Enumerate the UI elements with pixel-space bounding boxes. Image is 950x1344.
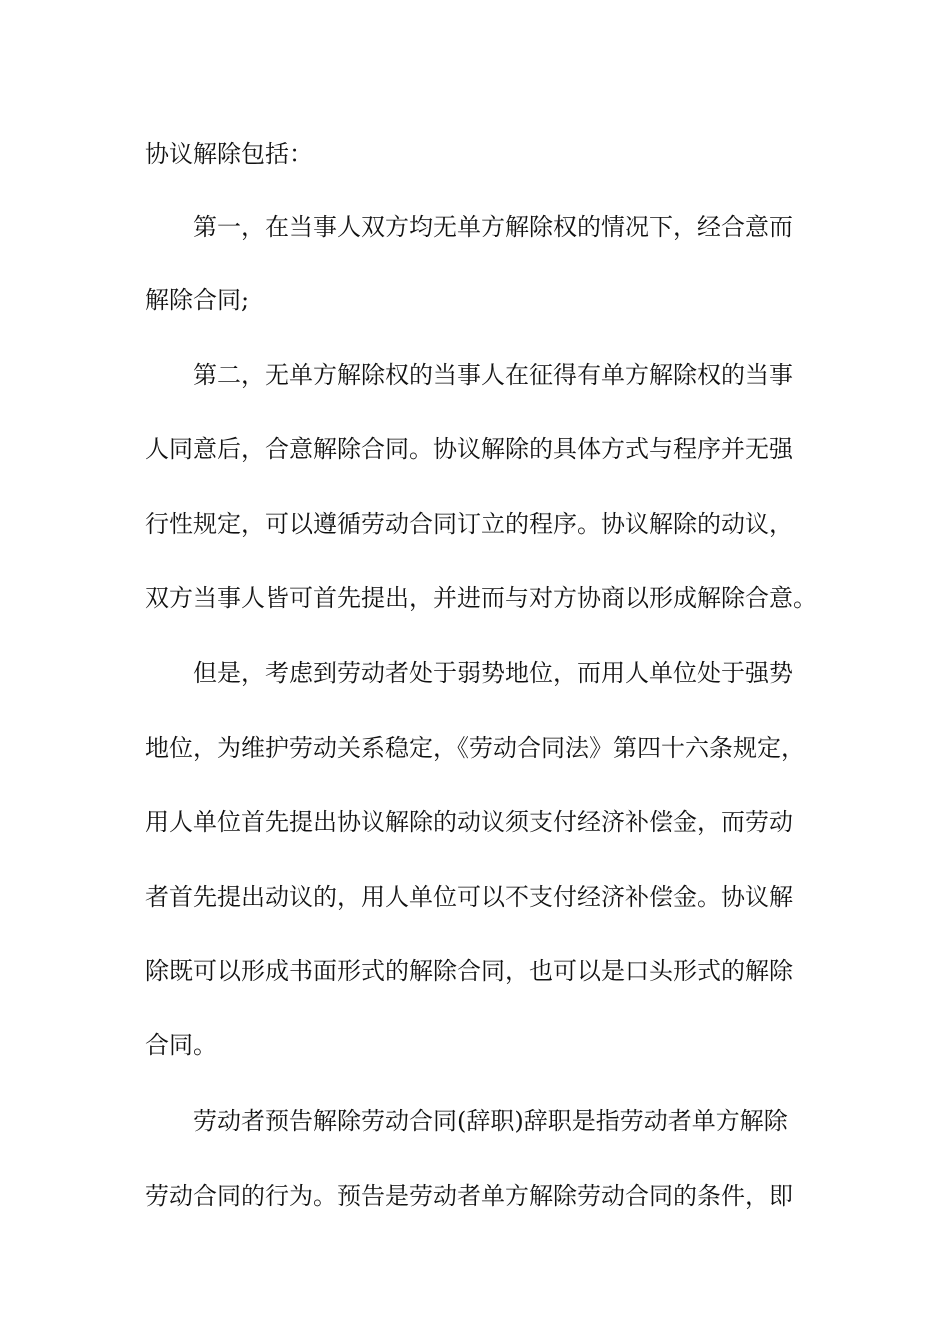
text-line: 第一，在当事人双方均无单方解除权的情况下，经合意而 [193, 213, 793, 241]
text-line: 行性规定，可以遵循劳动合同订立的程序。协议解除的动议， [145, 510, 793, 538]
text-line: 劳动合同的行为。预告是劳动者单方解除劳动合同的条件，即 [145, 1182, 793, 1210]
text-line: 协议解除包括： [145, 140, 313, 168]
text-line: 除既可以形成书面形式的解除合同，也可以是口头形式的解除 [145, 957, 793, 985]
text-line: 解除合同; [145, 286, 250, 314]
text-line: 双方当事人皆可首先提出，并进而与对方协商以形成解除合意。 [145, 584, 817, 612]
text-line: 劳动者预告解除劳动合同(辞职)辞职是指劳动者单方解除 [193, 1107, 788, 1135]
text-line: 者首先提出动议的，用人单位可以不支付经济补偿金。协议解 [145, 883, 793, 911]
text-line: 第二，无单方解除权的当事人在征得有单方解除权的当事 [193, 361, 793, 389]
text-line: 地位，为维护劳动关系稳定，《劳动合同法》第四十六条规定， [145, 734, 805, 762]
text-line: 用人单位首先提出协议解除的动议须支付经济补偿金，而劳动 [145, 808, 793, 836]
text-line: 但是，考虑到劳动者处于弱势地位，而用人单位处于强势 [193, 659, 793, 687]
text-line: 合同。 [145, 1031, 217, 1059]
text-line: 人同意后，合意解除合同。协议解除的具体方式与程序并无强 [145, 435, 793, 463]
